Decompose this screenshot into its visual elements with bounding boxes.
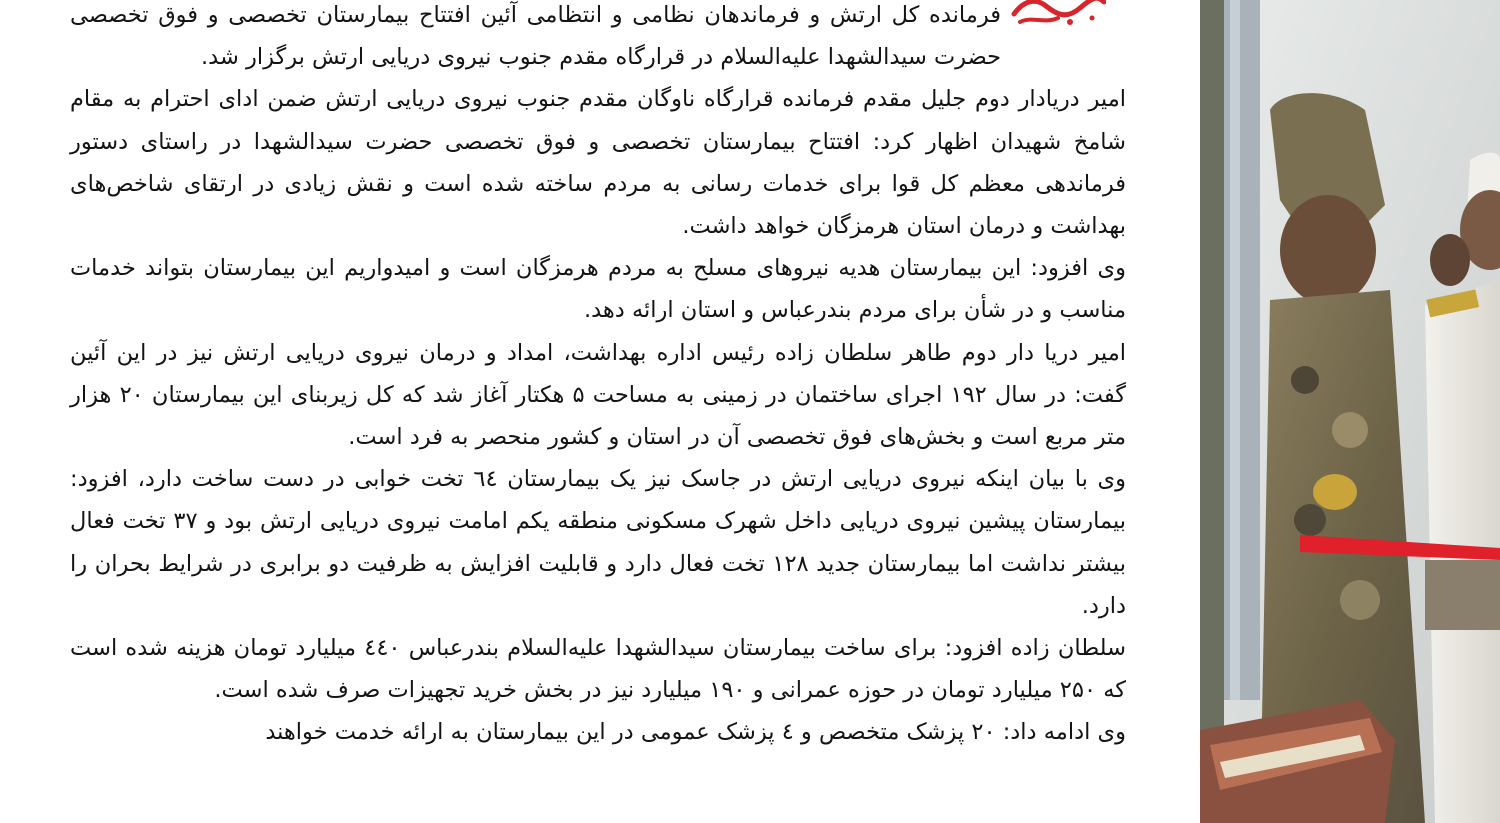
article-paragraph: امیر دریا دار دوم طاهر سلطان زاده رئیس اداره بهداشت، امداد و درمان نیروی دریایی ارتش نیز در این آئین گفت: در سال ۱۹۲ اجرای ساختمان در زمینی به مساحت ۵ هکتار آغاز شد که کل زیربنای این بیمارستان ۲۰ هزار متر مربع است و بخش‌های فوق تخصصی آن در استان و کشور منحصر به فرد است. (70, 339, 1126, 451)
article-paragraph: سلطان زاده افزود: برای ساخت بیمارستان سیدالشهدا علیه‌السلام بندرعباس ٤٤٠ میلیارد تومان هزینه شده است که ۲۵۰ میلیارد تومان در حوزه عمرانی و ۱۹۰ میلیارد نیز در بخش خرید تجهیزات صرف شده است. (70, 635, 1126, 704)
publication-logo-icon (1010, 0, 1106, 28)
article-paragraph: فرمانده کل ارتش و فرماندهان نظامی و انتظامی آئین افتتاح بیمارستان تخصصی و فوق تخصصی حضرت سیدالشهدا علیه‌السلام در قرارگاه مقدم جنوب نیروی دریایی ارتش برگزار شد. (70, 2, 1001, 71)
article-paragraph: امیر دریادار دوم جلیل مقدم فرمانده قرارگاه ناوگان مقدم جنوب نیروی دریایی ارتش ضمن ادای احترام به مقام شامخ شهیدان اظهار کرد: افتتاح بیمارستان تخصصی و فوق تخصصی حضرت سیدالشهدا در راستای دستور فرماندهی معظم کل قوا برای خدمات رسانی به مردم ساخته شده است و نقش زیادی در ارتقای شاخص‌های بهداشت و درمان استان هرمزگان خواهد داشت. (70, 86, 1126, 240)
ribbon-cutting-photo (1200, 0, 1500, 823)
article-body (70, 0, 1126, 754)
article-paragraph: وی افزود: این بیمارستان هدیه نیروهای مسلح به مردم هرمزگان است و امیدواریم این بیمارستان بتواند خدمات مناسب و در شأن برای مردم بندرعباس و استان ارائه دهد. (70, 255, 1126, 324)
article-paragraph: وی با بیان اینکه نیروی دریایی ارتش در جاسک نیز یک بیمارستان ٦٤ تخت خوابی در دست ساخت دارد، افزود: بیمارستان پیشین نیروی دریایی داخل شهرک مسکونی منطقه یکم امامت نیروی دریایی ارتش بود و ۳۷ تخت فعال بیشتر نداشت اما بیمارستان جدید ۱۲۸ تخت فعال دارد و قابلیت افزایش به ظرفیت دو برابری در شرایط بحران را دارد. (70, 466, 1127, 619)
article-paragraph: وی ادامه داد: ۲۰ پزشک متخصص و ٤ پزشک عمومی در این بیمارستان به ارائه خدمت خواهند (265, 719, 1126, 746)
photo-illustration (1200, 0, 1500, 823)
